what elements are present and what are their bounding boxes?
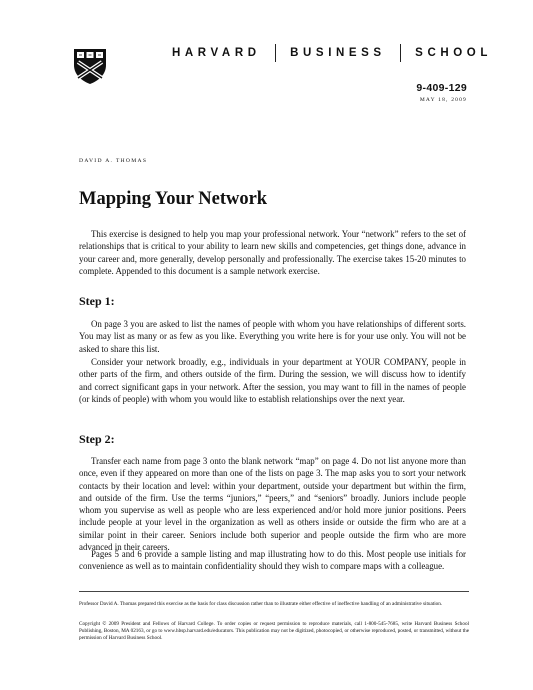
harvard-shield-logo: [71, 47, 109, 85]
brand-word-harvard: HARVARD: [172, 47, 261, 59]
intro-paragraph: This exercise is designed to help you map your professional network. Your “network” refers to the set of relationships that is critical to your ability to learn new skills and competencies, get things done, advance in your career and, more generally, develop personally and professionally. The exercise takes 15-20 minutes to complete. Appended to this document is a sample network exercise.: [79, 229, 466, 276]
step1-paragraph-1: On page 3 you are asked to list the names of people with whom you have relationships of different sorts. You may list as many or as few as you like. Everything you write here is for your use only. You will not be asked to share this list.: [79, 319, 466, 354]
brand-divider: [275, 44, 276, 62]
document-date: MAY 18, 2009: [419, 97, 467, 103]
footer-divider: [79, 591, 469, 592]
footer-copyright: Copyright © 2009 President and Fellows of Harvard College. To order copies or request permission to reproduce materials, call 1-800-545-7685, write Harvard Business School Publishing, Boston, MA 02163, or go to www.hbsp.harvard.edu/educators. This publication may not be digitized, photocopied, or otherwise reproduced, posted, or transmitted, without the permission of Harvard Business School.: [79, 621, 469, 641]
brand-word-school: SCHOOL: [415, 47, 492, 59]
page-title: Mapping Your Network: [79, 189, 268, 209]
step1-heading: Step 1:: [79, 294, 115, 308]
brand-divider: [400, 44, 401, 62]
footer-note: Professor David A. Thomas prepared this exercise as the basis for class discussion rather than to illustrate either effective of ineffective handling of an administrative situation.: [79, 601, 443, 607]
step2-paragraph-2: Pages 5 and 6 provide a sample listing and map illustrating how to do this. Most people use initials for convenience as well as to maintain confidentiality should they wish to compare maps with a colleague.: [79, 549, 466, 572]
brand-word-business: BUSINESS: [290, 47, 386, 59]
school-brand-wordmark: [172, 47, 492, 62]
step2-paragraph-1: Transfer each name from page 3 onto the blank network “map” on page 4. Do not list anyone more than once, even if they appeared on more than one of the lists on page 3. The map asks you to sort your network contacts by their location and level: within your department, outside your department but within the firm, and outside of the firm. Use the terms “juniors,” “peers,” and “seniors” broadly. Juniors include people whom you supervise as well as people who are less experienced and/or hold more junior positions. Peers include people at your level in the organization as well as others inside or outside the firm who are at a similar point in their career. Seniors include both superior and people outside the firm who are more advanced in their careers.: [79, 456, 466, 553]
step2-heading: Step 2:: [79, 432, 115, 446]
step1-paragraph-2: Consider your network broadly, e.g., individuals in your department at YOUR COMPANY, people in other parts of the firm, and others outside of the firm. During the session, we will discuss how to identify and correct significant gaps in your network. After the session, you may want to fill in the names of people (or kinds of people) with whom you would like to establish relationships over the next year.: [79, 357, 466, 404]
document-number: 9-409-129: [416, 82, 467, 94]
author-name: DAVID A. THOMAS: [79, 158, 148, 164]
